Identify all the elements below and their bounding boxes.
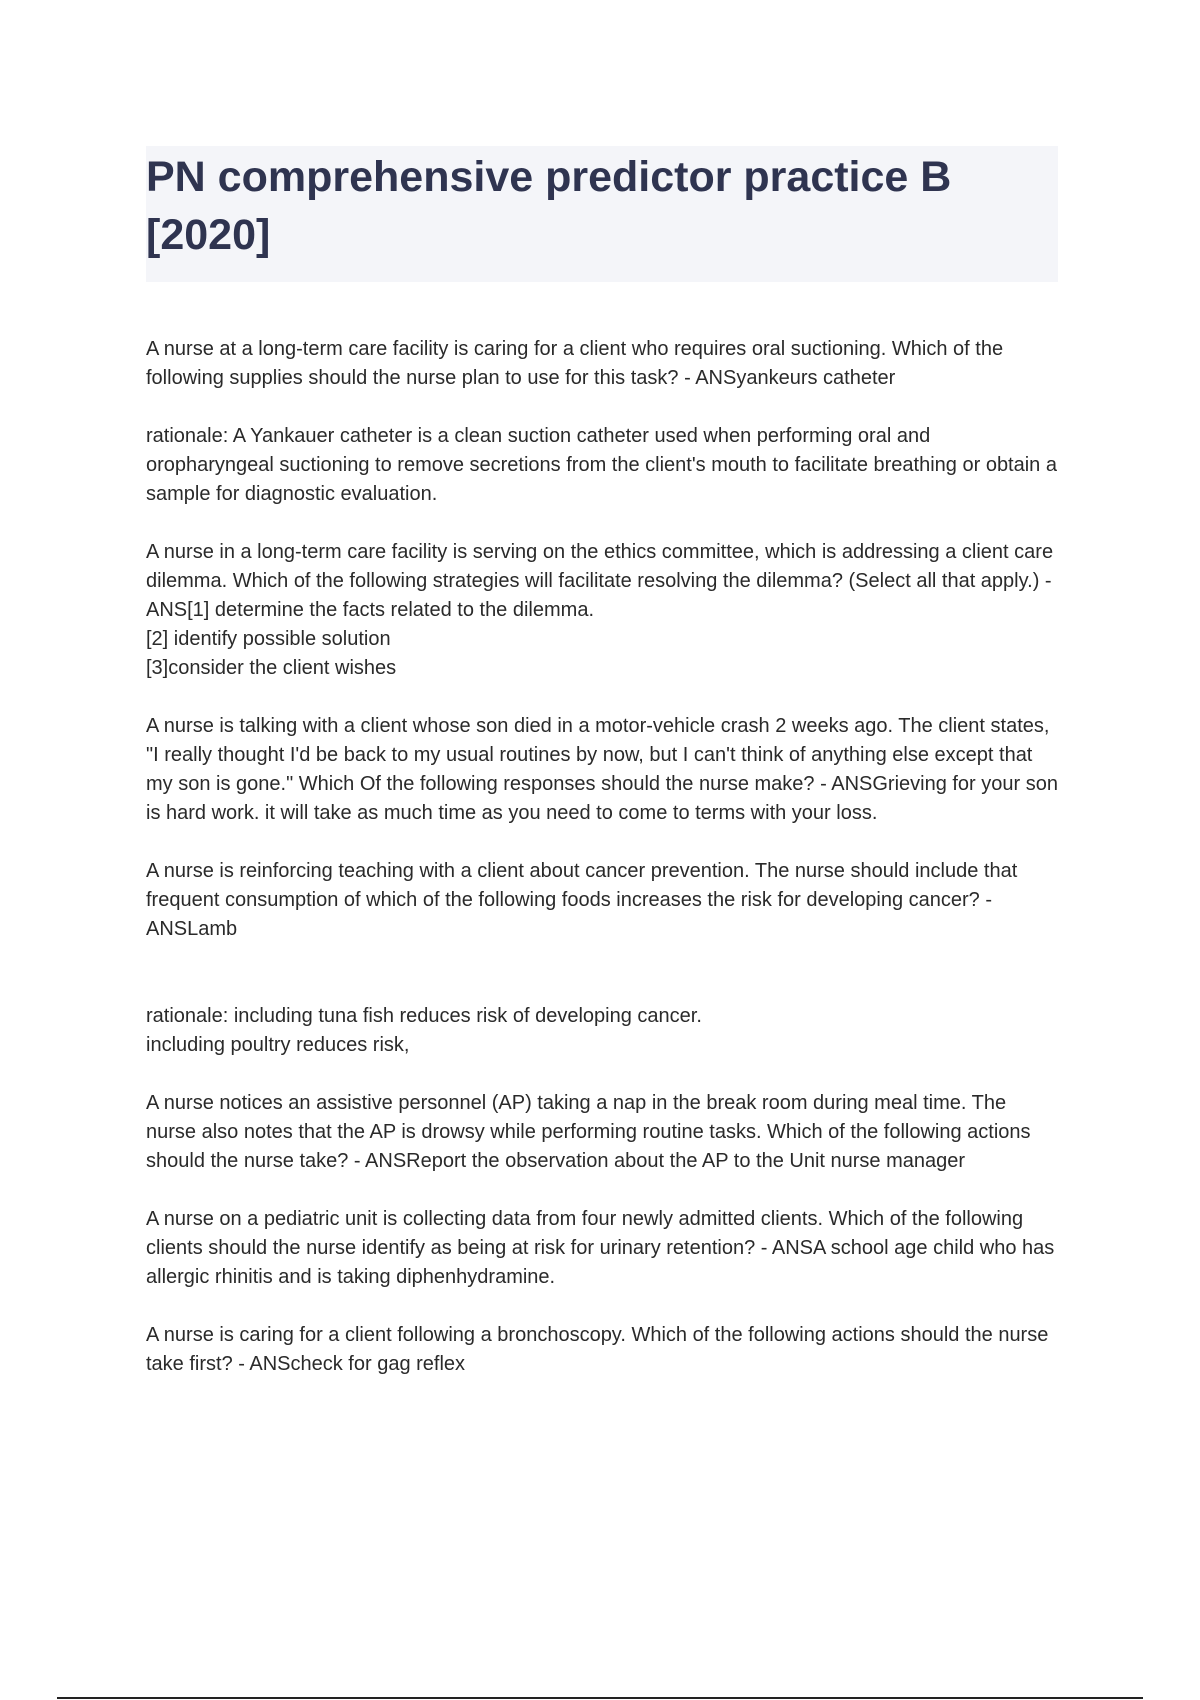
rationale-yankauer: rationale: A Yankauer catheter is a clean suction catheter used when performing oral and oropharyngeal suctioning to remove secretions from the client's mouth to facilitate breathing or obtain a sample for diagnostic evaluation.	[146, 425, 1057, 505]
footer-rule	[57, 1697, 1143, 1699]
question-bronchoscopy: A nurse is caring for a client following a bronchoscopy. Which of the following actions should the nurse take first? - ANScheck for gag reflex	[146, 1324, 1049, 1375]
question-cancer-prevention: A nurse is reinforcing teaching with a client about cancer prevention. The nurse should include that frequent consumption of which of the following foods increases the risk for developing cancer? - ANSLamb	[146, 860, 1018, 940]
document-body	[146, 335, 1058, 1379]
question-drowsy-ap: A nurse notices an assistive personnel (AP) taking a nap in the break room during meal time. The nurse also notes that the AP is drowsy while performing routine tasks. Which of the following actions should the nurse take? - ANSReport the observation about the AP to the Unit nurse manager	[146, 1092, 1031, 1172]
paragraph-spacer	[146, 509, 1058, 538]
question-ethics-committee: A nurse in a long-term care facility is serving on the ethics committee, which is addressing a client care dilemma. Which of the following strategies will facilitate resolving the dilemma? (Select all that apply.) - ANS[1] determine the facts related to the dilemma. [2] identify possible solution [3]consider the client wishes	[146, 541, 1054, 679]
paragraph-spacer	[146, 1292, 1058, 1321]
paragraph-spacer	[146, 683, 1058, 712]
paragraph-spacer	[146, 1176, 1058, 1205]
paragraph-spacer	[146, 1060, 1058, 1089]
paragraph-spacer	[146, 944, 1058, 1002]
paragraph-spacer	[146, 393, 1058, 422]
question-grieving-client: A nurse is talking with a client whose son died in a motor-vehicle crash 2 weeks ago. The client states, "I really thought I'd be back to my usual routines by now, but I can't think of anything else except that my son is gone." Which Of the following responses should the nurse make? - ANSGrieving for your son is hard work. it will take as much time as you need to come to terms with your loss.	[146, 715, 1058, 824]
paragraph-spacer	[146, 828, 1058, 857]
rationale-cancer-prevention: rationale: including tuna fish reduces risk of developing cancer. including poultry reduces risk,	[146, 1005, 702, 1056]
title-block	[146, 146, 1058, 282]
question-urinary-retention: A nurse on a pediatric unit is collecting data from four newly admitted clients. Which of the following clients should the nurse identify as being at risk for urinary retention? - ANSA school age child who has allergic rhinitis and is taking diphenhydramine.	[146, 1208, 1055, 1288]
question-oral-suctioning: A nurse at a long-term care facility is caring for a client who requires oral suctioning. Which of the following supplies should the nurse plan to use for this task? - ANSyankeurs catheter	[146, 338, 1004, 389]
document-title: PN comprehensive predictor practice B [2020]	[146, 153, 952, 259]
